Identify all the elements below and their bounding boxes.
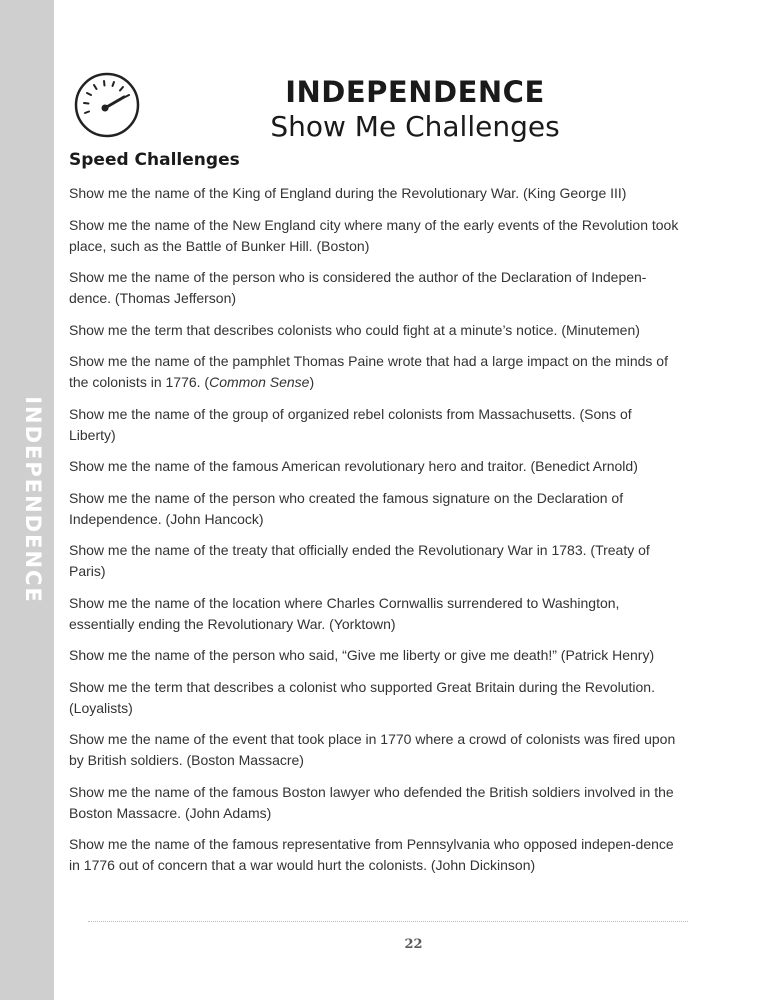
question-item: Show me the name of the person who said, “Give me liberty or give me death!” (Patrick Henry) (69, 647, 655, 663)
question-item: Show me the name of the New England city where many of the early events of the Revolution took place, such as the Battle of Bunker Hill. (Boston) (69, 216, 679, 254)
question-item: Show me the name of the famous representative from Pennsylvania who opposed indepen-dence in 1776 out of concern that a war would hurt the colonists. (John Dickinson) (69, 836, 674, 873)
question-item: Show me the name of the location where Charles Cornwallis surrendered to Washington, essentially ending the Revolutionary War. (Yorktown) (69, 594, 620, 632)
page-title: INDEPENDENCE (285, 75, 545, 109)
footer-divider (88, 921, 688, 922)
side-tab-label: INDEPENDENCE (21, 396, 45, 604)
page-header (160, 74, 670, 144)
question-item: Show me the name of the King of England during the Revolutionary War. (King George III) (69, 185, 627, 201)
question-item: Show me the name of the group of organized rebel colonists from Massachusetts. (Sons of Liberty) (69, 405, 632, 443)
question-item: Show me the name of the event that took place in 1770 where a crowd of colonists was fired upon by British soldiers. (Boston Massacre) (69, 731, 676, 768)
question-italic-title: Common Sense (209, 374, 310, 390)
question-item: Show me the name of the person who created the famous signature on the Declaration of Independence. (John Hancock) (69, 489, 624, 527)
question-item: Show me the name of the famous American revolutionary hero and traitor. (Benedict Arnold) (69, 458, 638, 474)
question-item: Show me the name of the famous Boston lawyer who defended the British soldiers involved in the Boston Massacre. (John Adams) (69, 783, 674, 821)
question-item: Show me the name of the treaty that officially ended the Revolutionary War in 1783. (Treaty of Paris) (69, 542, 650, 579)
question-list (69, 183, 681, 887)
question-item: Show me the term that describes colonists who could fight at a minute’s notice. (Minutemen) (69, 321, 640, 338)
gauge-icon (72, 70, 142, 140)
question-item: Show me the term that describes a colonist who supported Great Britain during the Revolution. (Loyalists) (69, 678, 655, 716)
question-item (69, 351, 681, 393)
question-item: Show me the name of the person who is considered the author of the Declaration of Indepen-dence. (Thomas Jefferson) (69, 269, 647, 306)
side-tab (0, 0, 54, 1000)
question-text-end: ) (309, 374, 315, 390)
page-number: 22 (404, 937, 423, 952)
page-subtitle: Show Me Challenges (270, 110, 560, 143)
section-heading: Speed Challenges (69, 150, 240, 170)
question-text: Show me the name of the pamphlet Thomas Paine wrote that had a large impact on the minds of the colonists in 1776. ( (69, 353, 668, 390)
